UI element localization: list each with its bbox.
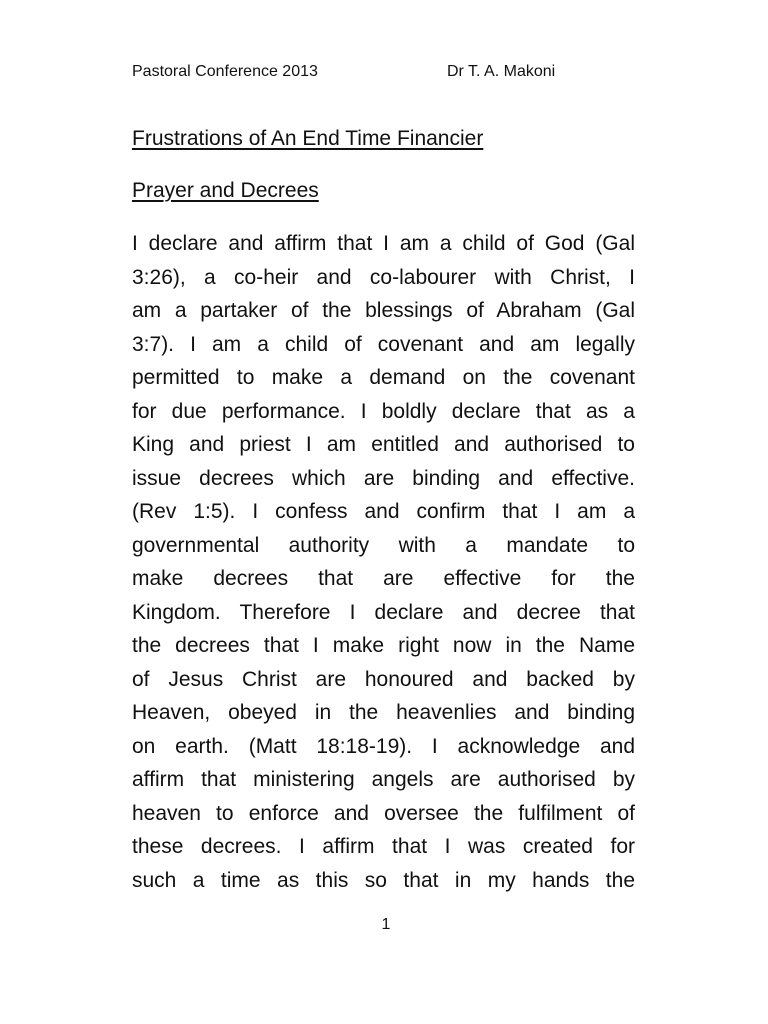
text-line: of Jesus Christ are honoured and backed by (132, 667, 635, 691)
text-line: governmental authority with a mandate to (132, 533, 635, 557)
header-conference: Pastoral Conference 2013 (132, 63, 318, 80)
text-line: I declare and affirm that I am a child of God (Gal (132, 232, 635, 255)
text-line: permitted to make a demand on the covenant (132, 366, 635, 389)
text-line: 3:26), a co-heir and co-labourer with Christ, I (132, 265, 635, 289)
text-line: the decrees that I make right now in the Name (132, 634, 635, 657)
text-line: affirm that ministering angels are authorised by (132, 768, 635, 791)
section-heading: Prayer and Decrees (132, 179, 319, 202)
body-paragraph (132, 227, 635, 897)
text-line: these decrees. I affirm that I was created for (132, 835, 635, 858)
text-line: 3:7). I am a child of covenant and am legally (132, 332, 635, 356)
text-line: Heaven, obeyed in the heavenlies and binding (132, 701, 635, 724)
text-line: such a time as this so that in my hands the (132, 868, 635, 892)
text-line: Kingdom. Therefore I declare and decree that (132, 600, 635, 624)
text-line: King and priest I am entitled and authorised to (132, 433, 635, 456)
header-author: Dr T. A. Makoni (447, 63, 556, 80)
text-line: heaven to enforce and oversee the fulfilment of (132, 801, 635, 825)
text-line: issue decrees which are binding and effective. (132, 466, 635, 490)
text-line: (Rev 1:5). I confess and confirm that I am a (132, 500, 635, 523)
text-line: on earth. (Matt 18:18-19). I acknowledge and (132, 734, 635, 758)
document-title: Frustrations of An End Time Financier (132, 127, 484, 150)
text-line: am a partaker of the blessings of Abraham (Gal (132, 299, 635, 322)
page-number: 1 (381, 916, 391, 933)
text-line: for due performance. I boldly declare that as a (132, 399, 635, 423)
text-line: make decrees that are effective for the (132, 567, 635, 590)
